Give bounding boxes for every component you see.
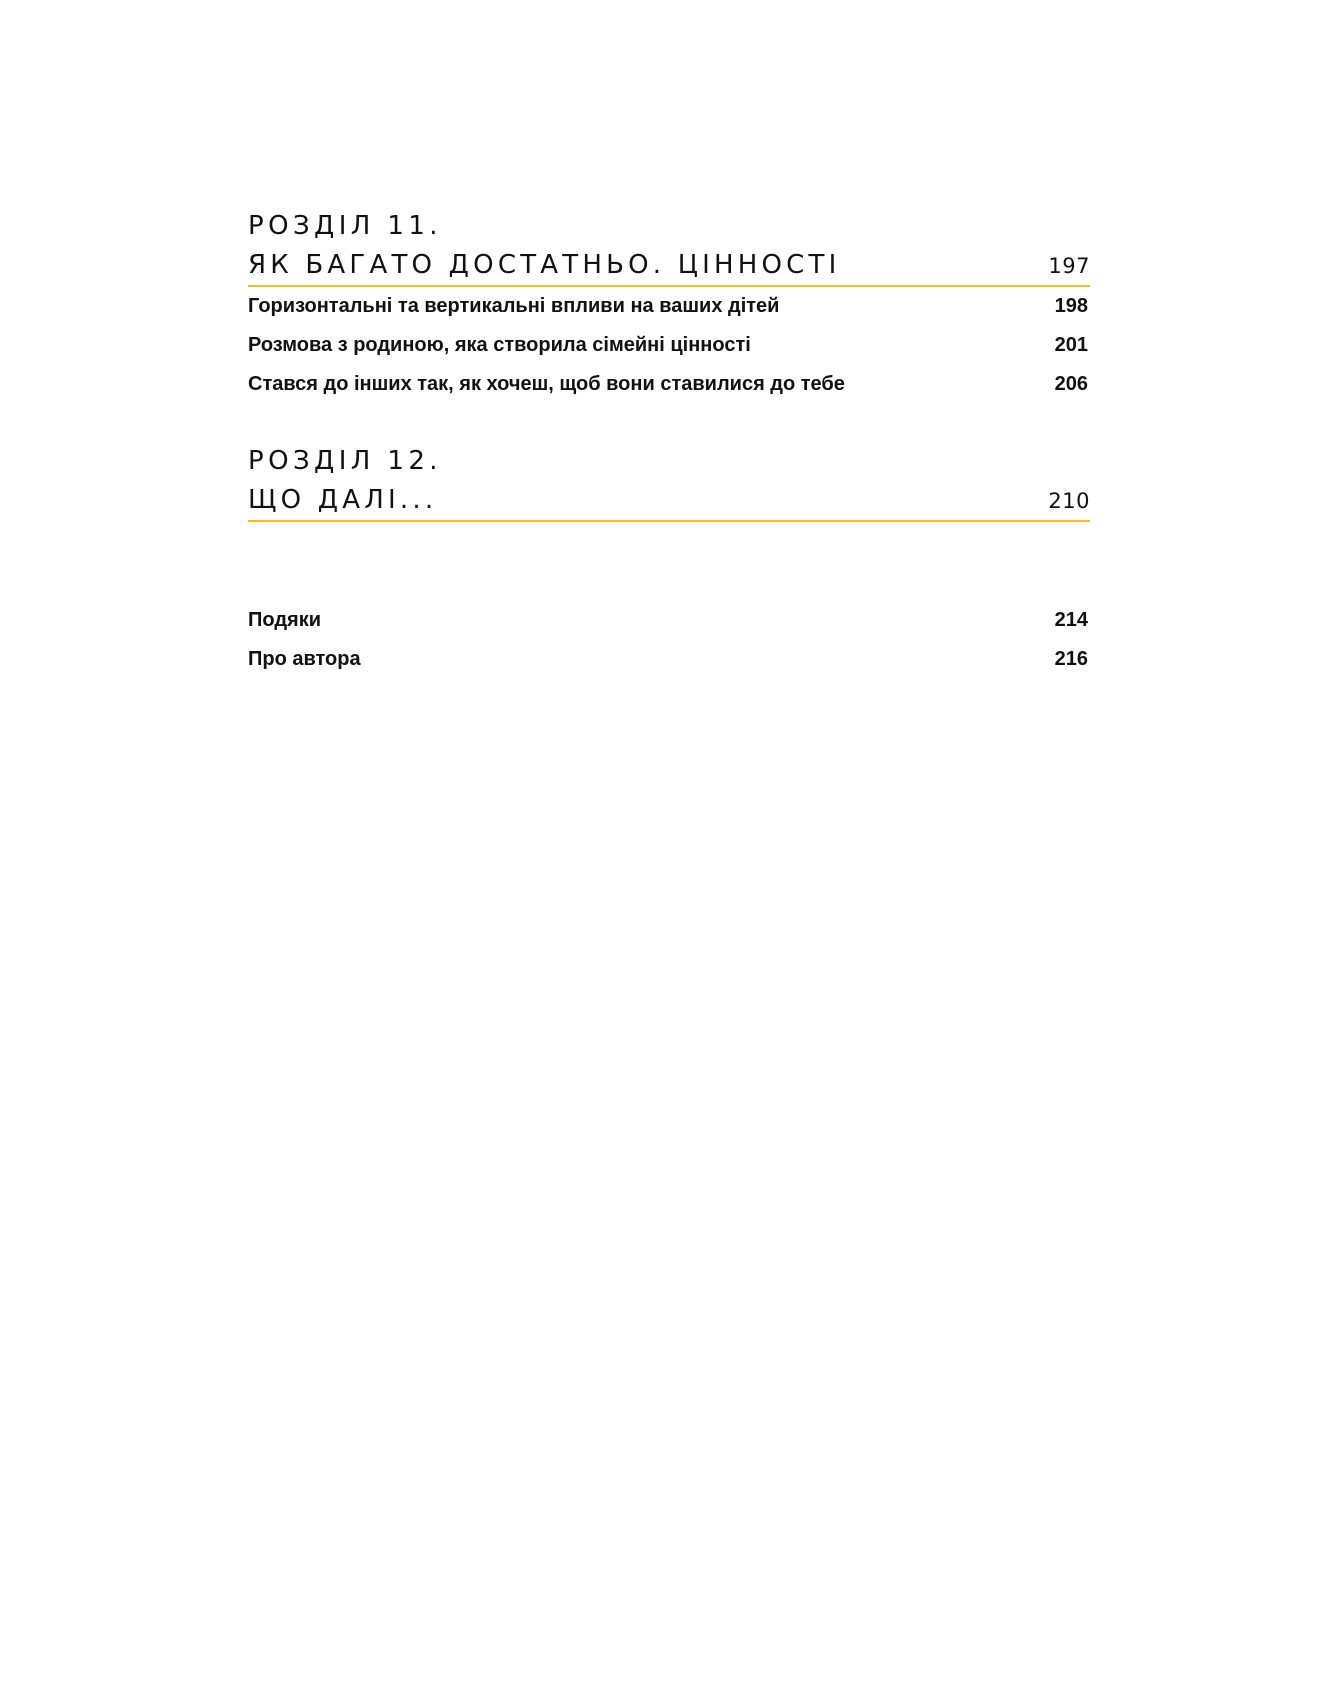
toc-entry-page: 214 [1054,609,1088,631]
toc-entry-page: 216 [1054,648,1088,670]
toc-entry-title: Горизонтальні та вертикальні впливи на ваших дітей [248,295,780,317]
toc-entry-title: Про автора [248,648,361,670]
back-matter-entry-acknowledgements[interactable] [248,606,1090,634]
toc-entry[interactable] [248,331,1090,359]
back-matter-entry-about-author[interactable] [248,645,1090,673]
chapter-11-label: РОЗДІЛ 11. [248,211,442,241]
chapter-12-page: 210 [1048,489,1090,513]
chapter-12-title: ЩО ДАЛІ... [248,485,438,515]
toc-entry[interactable] [248,370,1090,398]
chapter-11-page: 197 [1048,254,1090,278]
toc-entry-page: 201 [1054,334,1088,356]
toc-entry[interactable] [248,292,1090,320]
toc-entry-page: 206 [1054,373,1088,395]
chapter-11-title: ЯК БАГАТО ДОСТАТНЬО. ЦІННОСТІ [248,250,841,280]
chapter-12-divider [248,520,1090,522]
toc-entry-title: Розмова з родиною, яка створила сімейні цінності [248,334,751,356]
chapter-12-label: РОЗДІЛ 12. [248,446,442,476]
chapter-11-divider [248,285,1090,287]
chapter-12-title-row[interactable] [248,485,1090,515]
toc-entry-title: Подяки [248,609,321,631]
toc-entry-title: Стався до інших так, як хочеш, щоб вони ставилися до тебе [248,373,845,395]
chapter-11-title-row[interactable] [248,250,1090,280]
toc-entry-page: 198 [1054,295,1088,317]
